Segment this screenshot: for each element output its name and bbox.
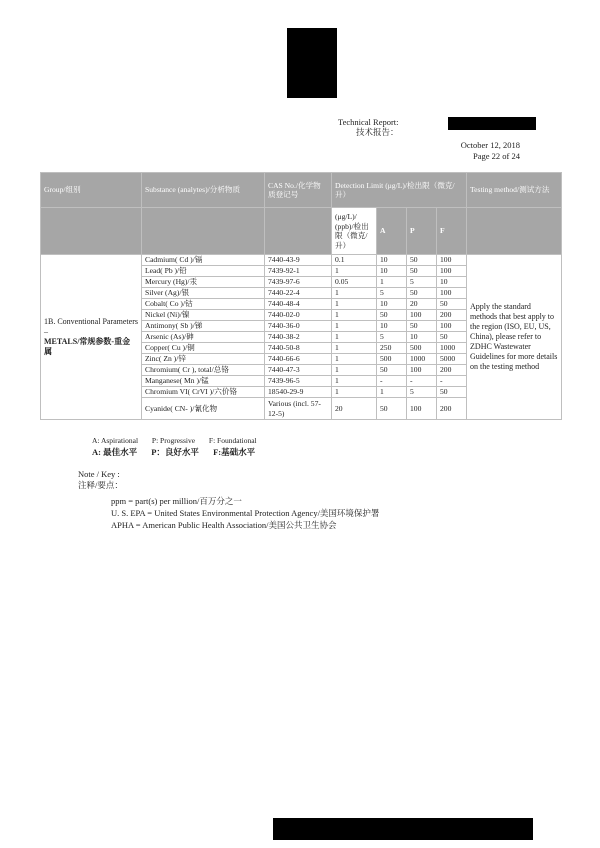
header-detection-limit: Detection Limit (μg/L)/检出限（微克/升） xyxy=(332,173,467,208)
legend-a-cn: A: 最佳水平 xyxy=(92,447,138,457)
header-blank-2 xyxy=(142,208,265,255)
a-cell: 5 xyxy=(377,288,407,299)
limit-cell: 1 xyxy=(332,387,377,398)
f-cell: 100 xyxy=(437,266,467,277)
p-cell: 10 xyxy=(407,332,437,343)
cas-cell: 18540-29-9 xyxy=(265,387,332,398)
cas-cell: 7440-22-4 xyxy=(265,288,332,299)
header-blank-4 xyxy=(467,208,562,255)
p-cell: - xyxy=(407,376,437,387)
limit-cell: 1 xyxy=(332,376,377,387)
f-cell: 100 xyxy=(437,255,467,266)
f-cell: 50 xyxy=(437,332,467,343)
f-cell: 10 xyxy=(437,277,467,288)
p-cell: 5 xyxy=(407,277,437,288)
substance-cell: Chromium( Cr ), total/总铬 xyxy=(142,365,265,376)
a-cell: 1 xyxy=(377,387,407,398)
header-group: Group/组别 xyxy=(41,173,142,208)
group-line1: 1B. Conventional Parameters – xyxy=(44,317,138,336)
substance-cell: Antimony( Sb )/锑 xyxy=(142,321,265,332)
substance-cell: Arsenic (As)/砷 xyxy=(142,332,265,343)
header-substance: Substance (analytes)/分析物质 xyxy=(142,173,265,208)
header-f: F xyxy=(437,208,467,255)
cas-cell: 7440-02-0 xyxy=(265,310,332,321)
a-cell: 10 xyxy=(377,255,407,266)
header-p: P xyxy=(407,208,437,255)
a-cell: 50 xyxy=(377,365,407,376)
substance-cell: Copper( Cu )/铜 xyxy=(142,343,265,354)
testing-method-cell: Apply the standard methods that best apply to the region (ISO, EU, US, China), please refer to ZDHC Wastewater Guidelines for more details on the testing method xyxy=(467,255,562,420)
substance-cell: Cadmium( Cd )/镉 xyxy=(142,255,265,266)
p-cell: 50 xyxy=(407,288,437,299)
cas-cell: 7439-92-1 xyxy=(265,266,332,277)
p-cell: 100 xyxy=(407,365,437,376)
metals-table xyxy=(40,172,562,420)
limit-cell: 0.05 xyxy=(332,277,377,288)
f-cell: - xyxy=(437,376,467,387)
limit-cell: 1 xyxy=(332,343,377,354)
header-a: A xyxy=(377,208,407,255)
a-cell: 50 xyxy=(377,310,407,321)
substance-cell: Zinc( Zn )/锌 xyxy=(142,354,265,365)
legend-p-cn: P：良好水平 xyxy=(151,447,199,457)
cas-cell: 7440-36-0 xyxy=(265,321,332,332)
cas-cell: 7440-66-6 xyxy=(265,354,332,365)
p-cell: 1000 xyxy=(407,354,437,365)
a-cell: 50 xyxy=(377,398,407,420)
limit-cell: 1 xyxy=(332,332,377,343)
limit-cell: 20 xyxy=(332,398,377,420)
a-cell: 10 xyxy=(377,321,407,332)
note-epa: U. S. EPA = United States Environmental Protection Agency/美国环境保护署 xyxy=(111,508,380,518)
report-label-cn: 技术报告： xyxy=(356,127,399,137)
substance-cell: Lead( Pb )/铅 xyxy=(142,266,265,277)
f-cell: 100 xyxy=(437,321,467,332)
cas-cell: 7440-48-4 xyxy=(265,299,332,310)
substance-cell: Cobalt( Co )/钴 xyxy=(142,299,265,310)
p-cell: 100 xyxy=(407,398,437,420)
report-date: October 12, 2018 xyxy=(460,140,520,150)
f-cell: 200 xyxy=(437,310,467,321)
p-cell: 50 xyxy=(407,255,437,266)
a-cell: 500 xyxy=(377,354,407,365)
substance-cell: Cyanide( CN- )/氰化物 xyxy=(142,398,265,420)
a-cell: 10 xyxy=(377,266,407,277)
header-cas: CAS No./化学物质登记号 xyxy=(265,173,332,208)
group-cell xyxy=(41,255,142,420)
f-cell: 50 xyxy=(437,299,467,310)
limit-cell: 1 xyxy=(332,266,377,277)
legend-f-cn: F:基础水平 xyxy=(213,447,256,457)
f-cell: 200 xyxy=(437,365,467,376)
header-testing-method: Testing method/测试方法 xyxy=(467,173,562,208)
redacted-report-number xyxy=(448,117,536,130)
cas-cell: 7440-47-3 xyxy=(265,365,332,376)
page-number: Page 22 of 24 xyxy=(473,151,520,161)
note-ppm: ppm = part(s) per million/百万分之一 xyxy=(111,496,242,506)
header-unit: (μg/L)/ (ppb)/检出限（微克/升） xyxy=(332,208,377,255)
a-cell: 1 xyxy=(377,277,407,288)
legend-a: A: Aspirational xyxy=(92,436,139,445)
cas-cell: 7440-50-8 xyxy=(265,343,332,354)
f-cell: 200 xyxy=(437,398,467,420)
f-cell: 100 xyxy=(437,288,467,299)
substance-cell: Manganese( Mn )/锰 xyxy=(142,376,265,387)
header-blank-3 xyxy=(265,208,332,255)
p-cell: 5 xyxy=(407,387,437,398)
f-cell: 1000 xyxy=(437,343,467,354)
legend-chinese xyxy=(92,446,267,458)
limit-cell: 1 xyxy=(332,288,377,299)
limit-cell: 1 xyxy=(332,299,377,310)
cas-cell: Various (incl. 57-12-5) xyxy=(265,398,332,420)
f-cell: 50 xyxy=(437,387,467,398)
cas-cell: 7440-38-2 xyxy=(265,332,332,343)
p-cell: 20 xyxy=(407,299,437,310)
report-label: Technical Report: xyxy=(338,117,399,127)
legend-f: F: Foundational xyxy=(208,436,257,445)
legend-english xyxy=(92,436,269,445)
a-cell: 5 xyxy=(377,332,407,343)
group-line2: METALS/常规参数-重金属 xyxy=(44,337,131,356)
limit-cell: 1 xyxy=(332,354,377,365)
a-cell: 250 xyxy=(377,343,407,354)
note-apha: APHA = American Public Health Association/美国公共卫生协会 xyxy=(111,520,337,530)
substance-cell: Silver (Ag)/银 xyxy=(142,288,265,299)
redacted-footer xyxy=(273,818,533,840)
p-cell: 100 xyxy=(407,310,437,321)
p-cell: 500 xyxy=(407,343,437,354)
substance-cell: Nickel (Ni)/镍 xyxy=(142,310,265,321)
limit-cell: 1 xyxy=(332,321,377,332)
substance-cell: Chromium VI( CrVI )/六价铬 xyxy=(142,387,265,398)
substance-cell: Mercury (Hg)/汞 xyxy=(142,277,265,288)
a-cell: 10 xyxy=(377,299,407,310)
a-cell: - xyxy=(377,376,407,387)
cas-cell: 7440-43-9 xyxy=(265,255,332,266)
redacted-logo xyxy=(287,28,337,98)
header-blank-1 xyxy=(41,208,142,255)
p-cell: 50 xyxy=(407,321,437,332)
cas-cell: 7439-97-6 xyxy=(265,277,332,288)
legend-p: P: Progressive xyxy=(151,436,196,445)
limit-cell: 1 xyxy=(332,310,377,321)
f-cell: 5000 xyxy=(437,354,467,365)
note-title: Note / Key : xyxy=(78,469,120,479)
limit-cell: 0.1 xyxy=(332,255,377,266)
cas-cell: 7439-96-5 xyxy=(265,376,332,387)
p-cell: 50 xyxy=(407,266,437,277)
limit-cell: 1 xyxy=(332,365,377,376)
note-title-cn: 注释/要点： xyxy=(78,480,123,490)
